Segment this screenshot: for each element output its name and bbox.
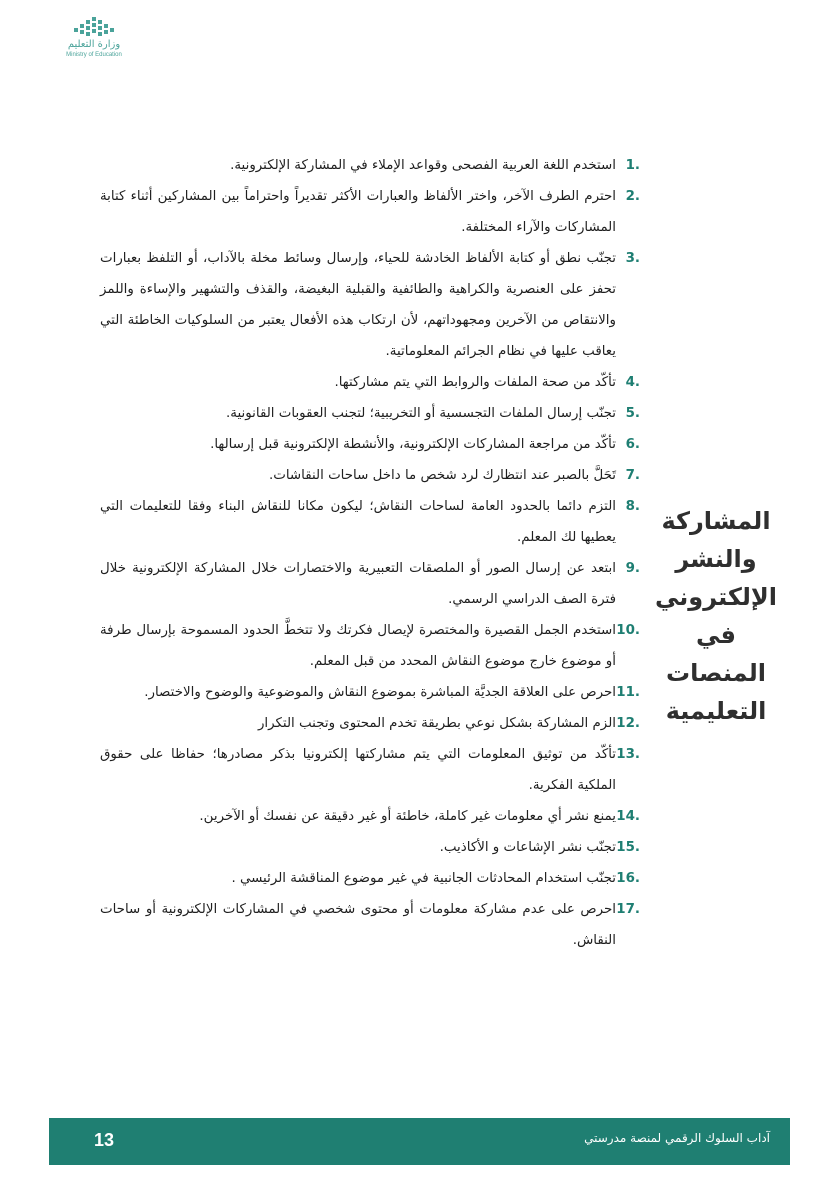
footer-bar <box>49 1118 790 1165</box>
rule-text: احترم الطرف الآخر، واختر الألفاظ والعبارات الأكثر تقديراً واحتراماً بين المشاركين أثناء كتابة المشاركات والآراء المختلفة. <box>100 189 616 235</box>
rule-text: استخدم اللغة العربية الفصحى وقواعد الإملاء في المشاركة الإلكترونية. <box>230 158 616 173</box>
logo-arabic-text: وزارة التعليم <box>67 39 121 50</box>
list-item <box>100 708 640 739</box>
rule-text: يمنع نشر أي معلومات غير كاملة، خاطئة أو غير دقيقة عن نفسك أو الآخرين. <box>199 809 616 824</box>
list-item <box>100 553 640 615</box>
rule-number: 10. <box>616 623 640 638</box>
page-number: 13 <box>94 1130 115 1150</box>
rule-text: تأكّد من مراجعة المشاركات الإلكترونية، والأنشطة الإلكترونية قبل إرسالها. <box>210 437 616 452</box>
rule-number: 1. <box>625 158 640 173</box>
footer-title: آداب السلوك الرقمي لمنصة مدرستي <box>584 1131 770 1145</box>
list-item <box>100 150 640 181</box>
rule-number: 5. <box>625 406 640 421</box>
list-item <box>100 739 640 801</box>
list-item <box>100 615 640 677</box>
rule-text: احرص على العلاقة الجديَّة المباشرة بموضوع النقاش والموضوعية والوضوح والاختصار. <box>144 685 616 700</box>
ministry-logo <box>54 16 134 72</box>
rules-list <box>100 150 640 956</box>
rule-text: تجنّب نطق أو كتابة الألفاظ الخادشة للحياء، وإرسال وسائط مخلة بالآداب، أو التلفظ بعبارات تحفز على العنصرية والكراهية والطائفية والقبلية البغيضة، والقذف والتشهير والإساءة واللمز والانتقاص من الآخرين ومجهوداتهم، لأن ارتكاب هذه الأفعال يعتبر من السلوكيات الخاطئة التي يعاقب عليها في نظام الجرائم المعلوماتية. <box>100 251 616 359</box>
logo-english-text: Ministry of Education <box>66 52 122 58</box>
list-item <box>100 894 640 956</box>
rule-number: 9. <box>625 561 640 576</box>
rule-number: 13. <box>616 747 640 762</box>
rule-text: التزم دائما بالحدود العامة لساحات النقاش؛ ليكون مكانا للنقاش البناء وفقا للتعليمات التي يعطيها لك المعلم. <box>100 499 616 545</box>
rule-text: تأكّد من صحة الملفات والروابط التي يتم مشاركتها. <box>334 375 616 390</box>
rule-number: 3. <box>625 251 640 266</box>
list-item <box>100 491 640 553</box>
list-item <box>100 801 640 832</box>
rule-number: 14. <box>616 809 640 824</box>
ministry-logo-icon <box>72 16 116 38</box>
rule-number: 6. <box>625 437 640 452</box>
list-item <box>100 863 640 894</box>
rule-text: تجنّب استخدام المحادثات الجانبية في غير موضوع المناقشة الرئيسي . <box>231 871 616 886</box>
rule-number: 11. <box>616 685 640 700</box>
rule-text: تأكّد من توثيق المعلومات التي يتم مشاركتها إلكترونيا بذكر مصادرها؛ حفاظا على حقوق الملكية الفكرية. <box>100 747 616 793</box>
rule-number: 8. <box>625 499 640 514</box>
rule-number: 7. <box>625 468 640 483</box>
rule-text: تجنّب نشر الإشاعات و الأكاذيب. <box>439 840 616 855</box>
list-item <box>100 460 640 491</box>
rule-text: تجنّب إرسال الملفات التجسسية أو التخريبية؛ لتجنب العقوبات القانونية. <box>226 406 616 421</box>
rule-number: 12. <box>616 716 640 731</box>
rule-text: الزم المشاركة بشكل نوعي بطريقة تخدم المحتوى وتجنب التكرار <box>257 716 616 731</box>
list-item <box>100 398 640 429</box>
list-item <box>100 832 640 863</box>
list-item <box>100 181 640 243</box>
rule-number: 2. <box>625 189 640 204</box>
list-item <box>100 429 640 460</box>
section-title: المشاركة والنشر الإلكتروني في المنصات التعليمية <box>654 507 777 725</box>
list-item <box>100 677 640 708</box>
rule-number: 16. <box>616 871 640 886</box>
rule-number: 15. <box>616 840 640 855</box>
rule-text: تَحَلَّ بالصبر عند انتظارك لرد شخص ما داخل ساحات النقاشات. <box>268 468 616 483</box>
rule-text: احرص على عدم مشاركة معلومات أو محتوى شخصي في المشاركات الإلكترونية أو ساحات النقاش. <box>100 902 616 948</box>
rule-text: ابتعد عن إرسال الصور أو الملصقات التعبيرية والاختصارات خلال المشاركة الإلكترونية خلال فترة الصف الدراسي الرسمي. <box>100 561 616 607</box>
rule-number: 4. <box>625 375 640 390</box>
rule-text: استخدم الجمل القصيرة والمختصرة لإيصال فكرتك ولا تتخطَّ الحدود المسموحة بإرسال طرفة أو موضوع خارج موضوع النقاش المحدد من قبل المعلم. <box>100 623 616 669</box>
list-item <box>100 243 640 367</box>
rule-number: 17. <box>616 902 640 917</box>
list-item <box>100 367 640 398</box>
